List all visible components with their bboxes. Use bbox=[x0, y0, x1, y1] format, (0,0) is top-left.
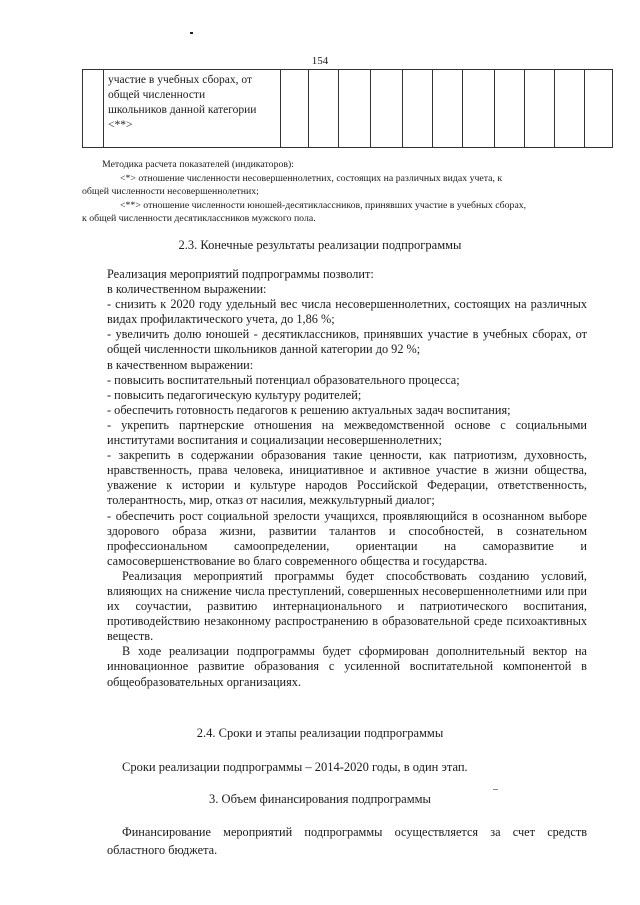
results-intro: Реализация мероприятий подпрограммы позволит: bbox=[107, 267, 374, 281]
result-item: - снизить к 2020 году удельный вес числа несовершеннолетних, состоящих на различных видах профилактического учета, до 1,86 %; bbox=[107, 297, 587, 327]
table-cell-value bbox=[555, 70, 585, 148]
results-paragraph-2: В ходе реализации подпрограммы будет сформирован дополнительный вектор на инновационное развитие образования с усиленной воспитательной компонентой в общеобразовательных организациях. bbox=[107, 644, 587, 689]
table-cell-value bbox=[433, 70, 463, 148]
section-2-3-body bbox=[107, 267, 587, 690]
result-item: - повысить педагогическую культуру родителей; bbox=[107, 387, 362, 402]
section-3-heading: 3. Объем финансирования подпрограммы bbox=[209, 792, 431, 806]
result-item: - закрепить в содержании образования такие ценности, как патриотизм, духовность, нравственность, права человека, инициативное и активное участие в жизни общества, уважение к истории и культуре народов Российской Федерации, ответственность, толерантность, мир, отказ от насилия, межкультурный диалог; bbox=[107, 448, 587, 508]
scan-mark bbox=[493, 789, 498, 790]
table-cell-indicator bbox=[104, 70, 281, 148]
result-item: - укрепить партнерские отношения на межведомственной основе с социальными институтами воспитания и социализации несовершеннолетних; bbox=[107, 417, 587, 448]
note-2-line-2: к общей численности десятиклассников мужского пола. bbox=[82, 213, 316, 224]
result-item: - обеспечить готовность педагогов к решению актуальных задач воспитания; bbox=[107, 402, 511, 417]
table-cell-number bbox=[83, 70, 104, 148]
result-item: - повысить воспитательный потенциал образовательного процесса; bbox=[107, 372, 460, 387]
table-cell-value bbox=[495, 70, 525, 148]
table-row bbox=[83, 70, 613, 148]
results-qualitative-label: в качественном выражении: bbox=[107, 357, 254, 372]
table-cell-value bbox=[339, 70, 371, 148]
result-item: - увеличить долю юношей - десятиклассников, принявших участие в учебных сборах, от общей численности школьников данной категории до 92 %; bbox=[107, 327, 587, 357]
methodology-title: Методика расчета показателей (индикаторов): bbox=[102, 159, 294, 170]
scan-speck bbox=[190, 32, 193, 34]
financing-text: Финансирование мероприятий подпрограммы осуществляется за счет средств областного бюджета. bbox=[107, 825, 587, 857]
section-2-4-text: Сроки реализации подпрограммы – 2014-2020 годы, в один этап. bbox=[122, 760, 468, 774]
indicator-table-fragment bbox=[82, 69, 613, 148]
note-1-line-1: <*> отношение численности несовершеннолетних, состоящих на различных видах учета, к bbox=[120, 172, 503, 184]
table-cell-value bbox=[403, 70, 433, 148]
results-paragraph-1: Реализация мероприятий программы будет способствовать созданию условий, влияющих на снижение числа преступлений, совершенных несовершеннолетними или при их соучастии, развитию интернационального и патриотического воспитания, противодействию незаконному распространению в образовательной среде психоактивных веществ. bbox=[107, 568, 587, 644]
table-cell-value bbox=[525, 70, 555, 148]
result-item: - обеспечить рост социальной зрелости учащихся, проявляющийся в осознанном выборе здорового образа жизни, развитии талантов и способностей, в сознательном профессиональном самоопределении, ориентации на саморазвитие и самосовершенствование во благо современного общества и государства. bbox=[107, 508, 587, 568]
table-cell-value bbox=[585, 70, 613, 148]
indicator-label: участие в учебных сборах, от общей численности школьников данной категории <**> bbox=[108, 74, 257, 131]
table-cell-value bbox=[281, 70, 309, 148]
table-cell-value bbox=[371, 70, 403, 148]
section-3-body bbox=[107, 823, 587, 859]
section-2-4-heading: 2.4. Сроки и этапы реализации подпрограммы bbox=[196, 726, 444, 740]
section-2-3-heading: 2.3. Конечные результаты реализации подпрограммы bbox=[178, 238, 462, 252]
table-cell-value bbox=[463, 70, 495, 148]
note-2-line-1: <**> отношение численности юношей-десятиклассников, принявших участие в учебных сборах, bbox=[120, 199, 527, 211]
page-number: 154 bbox=[311, 55, 329, 67]
note-1-line-2: общей численности несовершеннолетних; bbox=[82, 186, 259, 197]
results-quantitative-label: в количественном выражении: bbox=[107, 282, 267, 297]
table-cell-value bbox=[309, 70, 339, 148]
methodology-notes bbox=[82, 158, 588, 226]
